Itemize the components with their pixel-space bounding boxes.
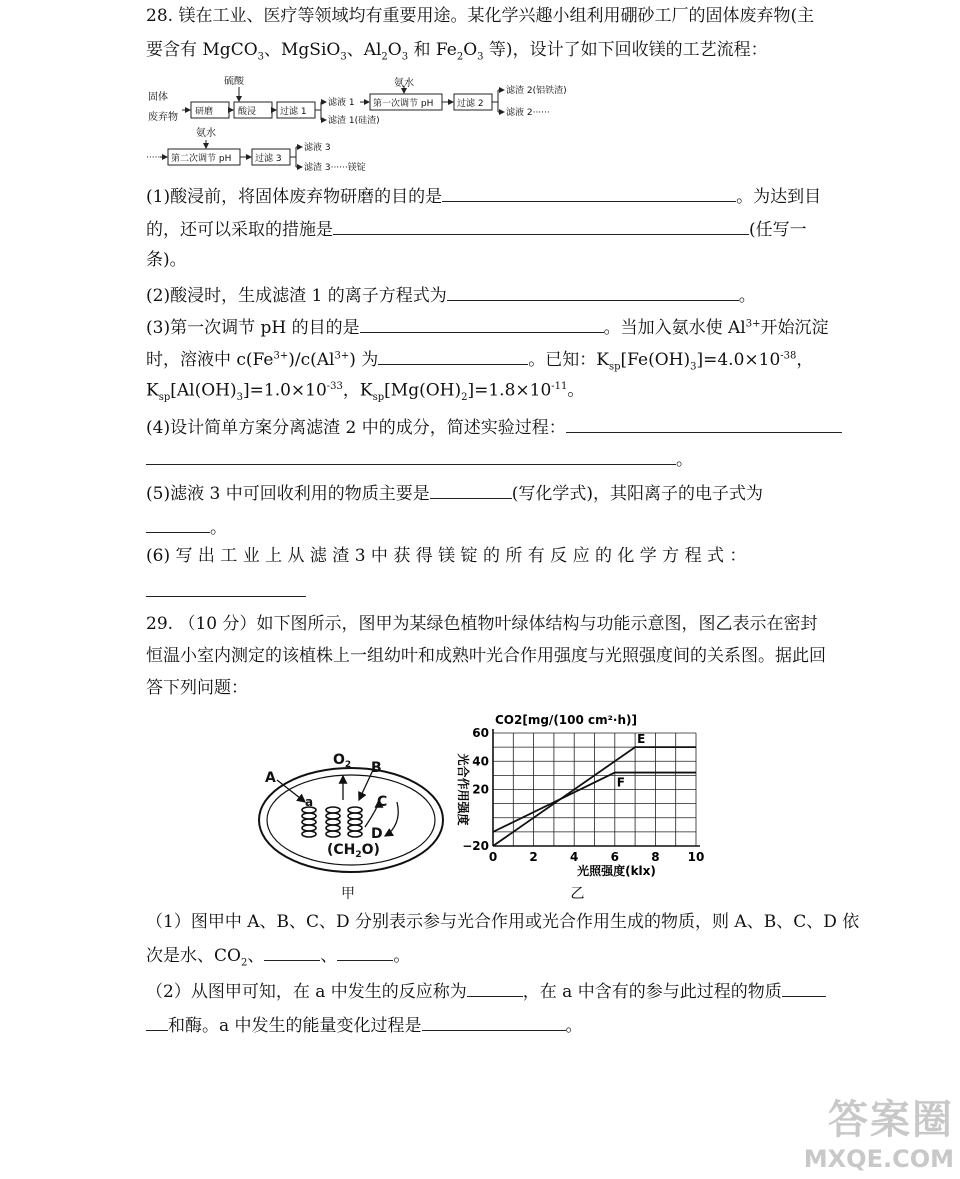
flow-filtrate1: 滤液 1 bbox=[328, 98, 355, 108]
flow-acid-reagent: 硫酸 bbox=[224, 76, 244, 87]
q28-part4-line1: (4)设计简单方案分离滤渣 2 中的成分，简述实验过程： bbox=[146, 418, 842, 437]
answer-blank[interactable] bbox=[566, 418, 842, 433]
q28-part5-line2: 。 bbox=[146, 518, 227, 537]
answer-blank[interactable] bbox=[782, 982, 826, 997]
series-label-E: E bbox=[637, 732, 646, 747]
answer-blank[interactable] bbox=[337, 946, 393, 961]
x-tick-label: 4 bbox=[570, 850, 579, 864]
answer-blank[interactable] bbox=[442, 187, 736, 202]
x-tick-label: 2 bbox=[529, 850, 538, 864]
answer-blank[interactable] bbox=[360, 318, 604, 333]
label-a: a bbox=[305, 795, 314, 809]
series-label-F: F bbox=[616, 775, 626, 790]
flow-residue1: 滤渣 1(硅渣) bbox=[328, 116, 380, 126]
y-tick-label: 20 bbox=[472, 782, 489, 797]
x-axis-label: 光照强度(klx) bbox=[577, 864, 656, 878]
q28-part6-line2 bbox=[146, 582, 306, 601]
y-tick-label: −20 bbox=[462, 839, 489, 853]
q28-part1-line3: 条)。 bbox=[146, 250, 187, 270]
q28-part3-line2: 时，溶液中 $c(Fe^{3+})/c(Al^{3+})$ 为 。已知：$K_{sp}[Fe(OH)_3]=4.0\times 10^{-38}$， bbox=[146, 350, 814, 373]
caption-jia: 甲 bbox=[341, 886, 355, 902]
flow-residue2: 滤渣 2(铝铁渣) bbox=[506, 86, 567, 96]
label-C: C bbox=[377, 794, 388, 810]
answer-blank[interactable] bbox=[467, 982, 523, 997]
flow-dots: ····· bbox=[146, 153, 161, 163]
flow-filter3: 过滤 3 bbox=[255, 154, 282, 164]
q28-stem-line2: 要含有 MgCO$_3$、MgSiO$_3$、$Al_2O_3$ 和 $Fe_2O_3$ 等)，设计了如下回收镁的工艺流程： bbox=[146, 40, 768, 63]
x-tick-label: 0 bbox=[488, 850, 498, 864]
x-tick-label: 10 bbox=[687, 850, 705, 864]
flow-filtrate3: 滤液 3 bbox=[304, 143, 331, 153]
label-ch2o: $(CH_2O)$ bbox=[327, 842, 380, 860]
q28-part5-line1: (5)滤液 3 中可回收利用的物质主要是 (写化学式)，其阳离子的电子式为 bbox=[146, 484, 763, 504]
answer-blank[interactable] bbox=[146, 518, 210, 533]
q28-part6-line1: (6) 写 出 工 业 上 从 滤 渣 3 中 获 得 镁 锭 的 所 有 反 应 的 化 学 方 程 式 ： bbox=[146, 546, 747, 566]
label-O2: $O_2$ bbox=[333, 752, 352, 770]
q28-part3-line3: $K_{sp}[Al(OH)_3]=1.0\times 10^{-33}$，$K_{sp}[Mg(OH)_2]=1.8\times 10^{-11}$。 bbox=[146, 380, 585, 404]
chart-title: CO2[mg/(100 cm²·h)] bbox=[495, 713, 637, 727]
q29-part2-line1: （2）从图甲可知，在 a 中发生的反应称为 ，在 a 中含有的参与此过程的物质 bbox=[146, 982, 826, 1001]
q29-figures bbox=[255, 712, 715, 912]
q29-stem-line2: 恒温小室内测定的该植株上一组幼叶和成熟叶光合作用强度与光照强度间的关系图。据此回 bbox=[146, 646, 826, 666]
answer-blank[interactable] bbox=[430, 484, 512, 499]
answer-blank[interactable] bbox=[264, 946, 320, 961]
flow-raw1: 固体 bbox=[148, 92, 168, 103]
q28-stem-line1: 28. 镁在工业、医疗等领域均有重要用途。某化学兴趣小组利用硼砂工厂的固体废弃物(主 bbox=[146, 6, 815, 26]
answer-blank[interactable] bbox=[333, 220, 749, 235]
y-axis-label: 光合作用强度 bbox=[456, 753, 470, 826]
q28-part4-line2: 。 bbox=[146, 450, 693, 469]
process-flow-diagram bbox=[146, 76, 666, 176]
flow-ammonia2: 氨水 bbox=[196, 128, 216, 139]
flow-ph2: 第二次调节 pH bbox=[171, 154, 232, 164]
y-tick-label: 60 bbox=[472, 726, 489, 740]
answer-blank[interactable] bbox=[146, 1016, 168, 1031]
label-A: A bbox=[265, 770, 276, 786]
flow-residue3: 滤渣 3······镁锭 bbox=[304, 163, 366, 173]
flow-acid-leach: 酸浸 bbox=[238, 107, 257, 117]
answer-blank[interactable] bbox=[447, 286, 739, 301]
watermark bbox=[804, 1088, 954, 1173]
watermark-url: MXQE.COM bbox=[803, 1145, 954, 1173]
q29-part2-line2: 和酶。a 中发生的能量变化过程是 。 bbox=[146, 1016, 583, 1035]
q29-stem-line3: 答下列问题： bbox=[146, 678, 248, 698]
flow-filtrate2: 滤液 2······ bbox=[506, 108, 550, 118]
flow-filter2: 过滤 2 bbox=[457, 99, 484, 109]
answer-blank[interactable] bbox=[146, 582, 306, 597]
q29-stem-line1: 29. （10 分）如下图所示，图甲为某绿色植物叶绿体结构与功能示意图，图乙表示在密封 bbox=[146, 614, 818, 634]
chart-caption: 乙 bbox=[570, 886, 585, 902]
light-intensity-chart bbox=[456, 713, 704, 902]
q29-part1-line1: （1）图甲中 A、B、C、D 分别表示参与光合作用或光合作用生成的物质，则 A、B、C、D 依 bbox=[146, 912, 860, 932]
answer-blank[interactable] bbox=[422, 1016, 566, 1031]
flow-ammonia1: 氨水 bbox=[394, 78, 414, 89]
flow-ph1: 第一次调节 pH bbox=[373, 99, 434, 109]
watermark-logo: 答案圈 bbox=[828, 1097, 954, 1143]
flow-grind: 研磨 bbox=[195, 107, 214, 117]
x-tick-label: 6 bbox=[610, 850, 619, 864]
y-tick-label: 40 bbox=[472, 754, 489, 769]
label-D: D bbox=[371, 826, 383, 842]
label-B: B bbox=[371, 760, 382, 776]
q28-part2: (2)酸浸时，生成滤渣 1 的离子方程式为 。 bbox=[146, 286, 756, 306]
q29-part1-line2: 次是水、$CO_2$、 、 。 bbox=[146, 946, 411, 969]
answer-blank[interactable] bbox=[378, 350, 528, 365]
flow-raw2: 废弃物 bbox=[148, 112, 178, 123]
answer-blank[interactable] bbox=[146, 450, 676, 465]
x-tick-label: 8 bbox=[651, 850, 660, 864]
q28-part3-line1: (3)第一次调节 pH 的目的是 。当加入氨水使 $Al^{3+}$开始沉淀 bbox=[146, 318, 829, 338]
q28-part1-line1: (1)酸浸前，将固体废弃物研磨的目的是 。为达到目 bbox=[146, 187, 822, 207]
flow-filter1: 过滤 1 bbox=[280, 107, 307, 117]
q28-part1-line2: 的，还可以采取的措施是 (任写一 bbox=[146, 220, 807, 240]
